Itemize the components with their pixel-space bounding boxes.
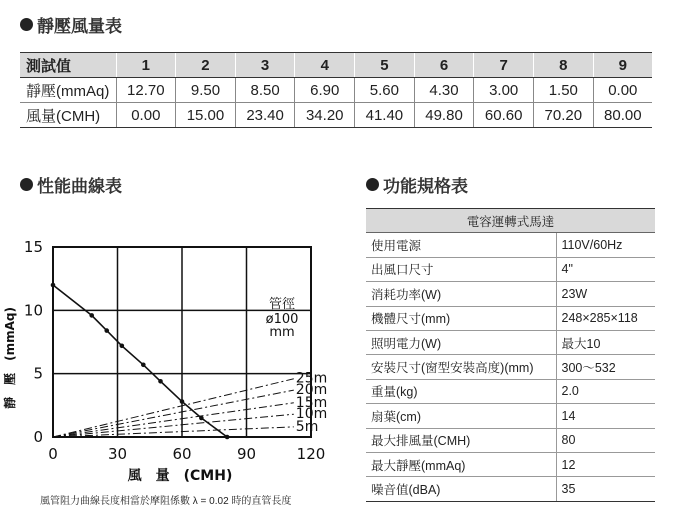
spec-key: 照明電力(W) (366, 330, 556, 354)
pressure-header-cell: 測試值 (20, 53, 116, 78)
pressure-cell: 8.50 (235, 78, 295, 103)
spec-key: 安裝尺寸(窗型安裝高度)(mm) (366, 355, 556, 379)
airflow-cell: 23.40 (235, 103, 295, 128)
pressure-header-cell: 8 (533, 53, 593, 78)
duct-length-label: 5m (295, 418, 319, 435)
spec-title-text: 功能規格表 (383, 177, 468, 196)
pressure-header-cell: 1 (116, 53, 176, 78)
spec-key: 扇葉(cm) (366, 404, 556, 428)
spec-value: 12 (556, 452, 655, 476)
spec-value: 23W (556, 282, 655, 306)
spec-row (366, 233, 655, 257)
spec-row (366, 379, 655, 403)
spec-value: 2.0 (556, 379, 655, 403)
fan-curve-point (51, 283, 56, 288)
airflow-cell: 49.80 (414, 103, 474, 128)
spec-value: 最大10 (556, 330, 655, 354)
fan-curve-point (104, 328, 109, 333)
spec-row (366, 306, 655, 330)
static-pressure-title-text: 靜壓風量表 (37, 17, 122, 36)
spec-row (366, 355, 655, 379)
duct-length-label: 25m (295, 370, 328, 387)
performance-curve-chart (0, 232, 345, 490)
fan-curve-point (158, 379, 163, 384)
y-tick-label: 5 (33, 364, 43, 383)
pressure-cell: 9.50 (176, 78, 236, 103)
curve-section-title (20, 172, 122, 197)
pressure-table-row (20, 78, 652, 103)
pressure-header-cell: 3 (235, 53, 295, 78)
pressure-header-cell: 7 (474, 53, 534, 78)
pressure-cell: 5.60 (355, 78, 415, 103)
pressure-header-cell: 4 (295, 53, 355, 78)
duct-length-label: 20m (295, 382, 328, 399)
fan-curve-point (225, 435, 230, 440)
y-tick-label: 0 (33, 428, 43, 446)
spec-key: 最大靜壓(mmAq) (366, 452, 556, 476)
duct-label: mm (269, 325, 295, 340)
pressure-header-cell: 2 (176, 53, 236, 78)
spec-value: 14 (556, 404, 655, 428)
curve-title-text: 性能曲線表 (37, 177, 122, 196)
spec-key: 噪音值(dBA) (366, 477, 556, 501)
pressure-table-header-row (20, 53, 652, 78)
fan-curve-line (53, 285, 227, 437)
spec-row (366, 282, 655, 306)
airflow-cell: 0.00 (116, 103, 176, 128)
spec-value: 300～532 (556, 355, 655, 379)
pressure-cell: 6.90 (295, 78, 355, 103)
duct-resistance-line (53, 390, 294, 437)
spec-row (366, 428, 655, 452)
airflow-cell: 15.00 (176, 103, 236, 128)
pressure-cell: 靜壓(mmAq) (20, 78, 116, 103)
airflow-cell: 60.60 (474, 103, 534, 128)
spec-key: 使用電源 (366, 233, 556, 257)
pressure-cell: 3.00 (474, 78, 534, 103)
spec-value: 4" (556, 257, 655, 281)
pressure-cell: 0.00 (593, 78, 652, 103)
x-tick-label: 120 (296, 445, 326, 463)
spec-value: 248×285×118 (556, 306, 655, 330)
duct-label: ø100 (265, 312, 299, 327)
airflow-cell: 41.40 (355, 103, 415, 128)
pressure-header-cell: 6 (414, 53, 474, 78)
axis-tick-labels (23, 238, 328, 463)
airflow-table-row (20, 103, 652, 128)
fan-curve-point (89, 313, 94, 318)
pressure-cell: 1.50 (533, 78, 593, 103)
bullet-icon (20, 178, 33, 191)
x-tick-label: 60 (172, 445, 192, 463)
spec-key: 出風口尺寸 (366, 257, 556, 281)
spec-section-title (366, 172, 468, 197)
fan-curve-point (141, 363, 146, 368)
fan-curve-point (120, 344, 125, 349)
pressure-header-cell: 9 (593, 53, 652, 78)
static-pressure-section-title (20, 12, 122, 37)
fan-curve-point (199, 416, 204, 421)
spec-row (366, 257, 655, 281)
spec-key: 機體尺寸(mm) (366, 306, 556, 330)
spec-header-title: 電容運轉式馬達 (366, 209, 655, 233)
pressure-cell: 4.30 (414, 78, 474, 103)
bullet-icon (20, 18, 33, 31)
duct-length-label: 15m (295, 394, 328, 411)
y-tick-label: 10 (23, 301, 43, 320)
spec-row (366, 477, 655, 501)
spec-value: 35 (556, 477, 655, 501)
chart-caption: 風管阻力曲線長度相當於摩阻係數 λ = 0.02 時的直管長度 (40, 496, 292, 507)
spec-value: 80 (556, 428, 655, 452)
spec-header-row (366, 209, 655, 233)
airflow-cell: 80.00 (593, 103, 652, 128)
airflow-cell: 34.20 (295, 103, 355, 128)
spec-table (366, 208, 655, 502)
y-axis-label: 靜 壓 (mmAq) (3, 307, 17, 409)
spec-row (366, 404, 655, 428)
chart-grid (53, 247, 311, 437)
duct-length-label: 10m (295, 406, 328, 423)
airflow-cell: 70.20 (533, 103, 593, 128)
bullet-icon (366, 178, 379, 191)
static-pressure-table (20, 52, 652, 128)
duct-label: 管徑 (268, 297, 296, 312)
spec-key: 重量(kg) (366, 379, 556, 403)
spec-key: 最大排風量(CMH) (366, 428, 556, 452)
x-axis-label: 風 量 (CMH) (127, 468, 233, 484)
fan-curve-point (180, 399, 185, 404)
spec-row (366, 452, 655, 476)
x-tick-label: 90 (236, 445, 257, 463)
spec-key: 消耗功率(W) (366, 282, 556, 306)
x-tick-label: 0 (48, 445, 58, 463)
x-tick-label: 30 (107, 445, 128, 463)
pressure-header-cell: 5 (355, 53, 415, 78)
airflow-cell: 風量(CMH) (20, 103, 116, 128)
duct-resistance-line (53, 414, 294, 437)
y-tick-label: 15 (23, 238, 43, 256)
duct-resistance-lines (53, 371, 327, 437)
pressure-cell: 12.70 (116, 78, 176, 103)
spec-row (366, 330, 655, 354)
spec-value: 110V/60Hz (556, 233, 655, 257)
